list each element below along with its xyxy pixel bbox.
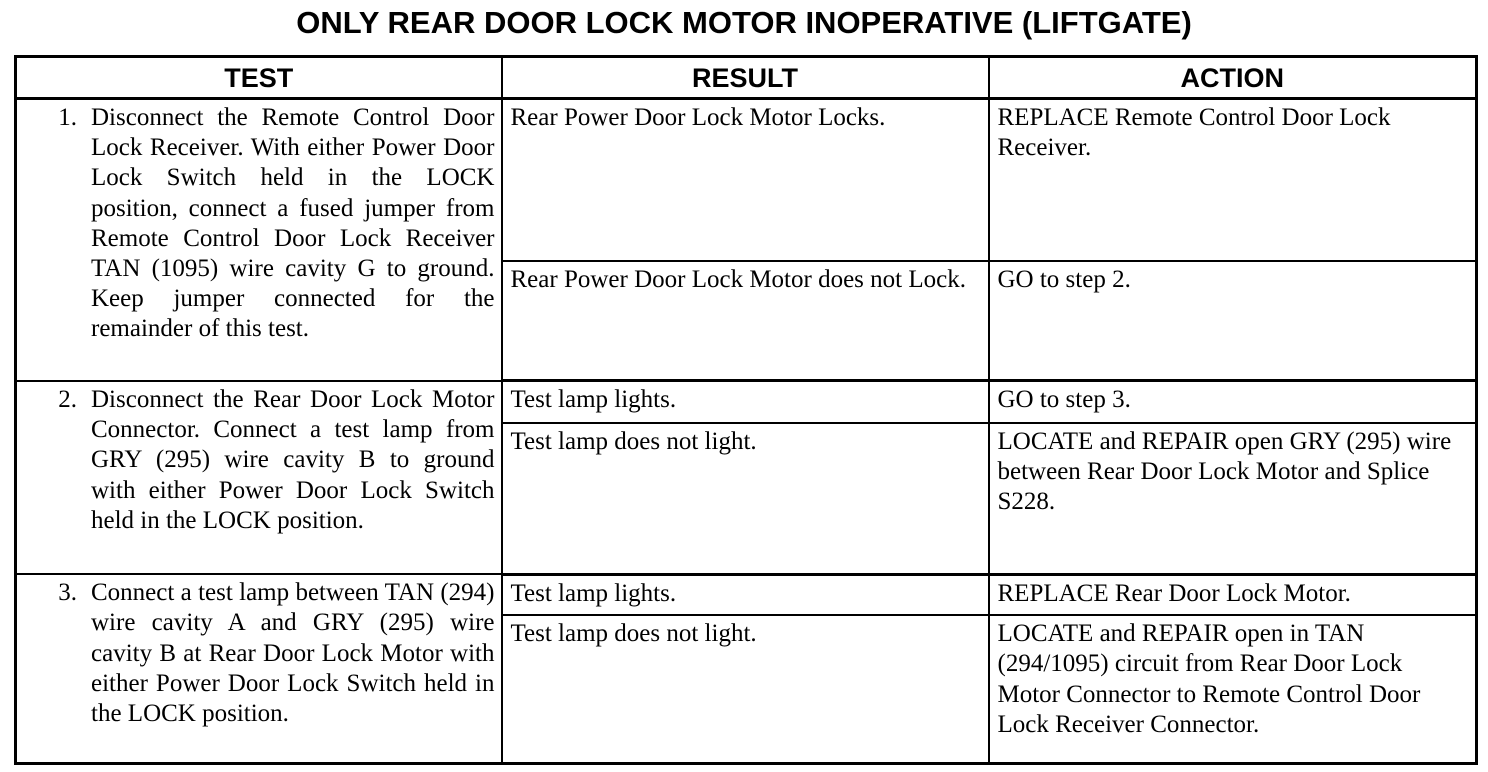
table-row	[16, 381, 1477, 423]
test-cell-step-1	[16, 99, 502, 381]
result-cell: Test lamp does not light.	[502, 423, 989, 574]
result-cell: Test lamp does not light.	[502, 615, 989, 763]
action-cell: GO to step 2.	[989, 261, 1477, 381]
column-header-action: ACTION	[989, 57, 1477, 99]
test-cell-step-3	[16, 574, 502, 763]
result-cell: Rear Power Door Lock Motor does not Lock.	[502, 261, 989, 381]
column-header-test: TEST	[16, 57, 502, 99]
action-cell: REPLACE Rear Door Lock Motor.	[989, 574, 1477, 615]
test-cell-step-2	[16, 381, 502, 574]
step-number: 3.	[58, 579, 77, 607]
table-row	[16, 99, 1477, 261]
header-row	[16, 57, 1477, 99]
step-number: 1.	[58, 104, 77, 131]
table-row	[16, 574, 1477, 615]
diagnostic-table	[14, 55, 1478, 765]
action-cell: LOCATE and REPAIR open in TAN (294/1095) circuit from Rear Door Lock Motor Connector to Remote Control Door Lock Receiver Connector.	[989, 615, 1477, 763]
step-number: 2.	[58, 385, 77, 413]
test-instruction: Disconnect the Remote Control Door Lock Receiver. With either Power Door Lock Switch held in the LOCK position, connect a fused jumper from Remote Control Door Lock Receiver TAN (1095) wire cavity G to ground. Keep jumper connected for the remainder of this test.	[91, 104, 495, 343]
result-cell: Test lamp lights.	[502, 574, 989, 615]
test-instruction: Connect a test lamp between TAN (294) wire cavity A and GRY (295) wire cavity B at Rear Door Lock Motor with either Power Door Lock Switch held in the LOCK position.	[91, 579, 495, 727]
test-instruction: Disconnect the Rear Door Lock Motor Connector. Connect a test lamp from GRY (295) wire cavity B to ground with either Power Door Lock Switch held in the LOCK position.	[91, 385, 495, 534]
column-header-result: RESULT	[502, 57, 989, 99]
action-cell: GO to step 3.	[989, 381, 1477, 423]
action-cell: REPLACE Remote Control Door Lock Receiver.	[989, 99, 1477, 261]
action-cell: LOCATE and REPAIR open GRY (295) wire between Rear Door Lock Motor and Splice S228.	[989, 423, 1477, 574]
result-cell: Test lamp lights.	[502, 381, 989, 423]
result-cell: Rear Power Door Lock Motor Locks.	[502, 99, 989, 261]
page-title: ONLY REAR DOOR LOCK MOTOR INOPERATIVE (LIFTGATE)	[296, 5, 1192, 40]
